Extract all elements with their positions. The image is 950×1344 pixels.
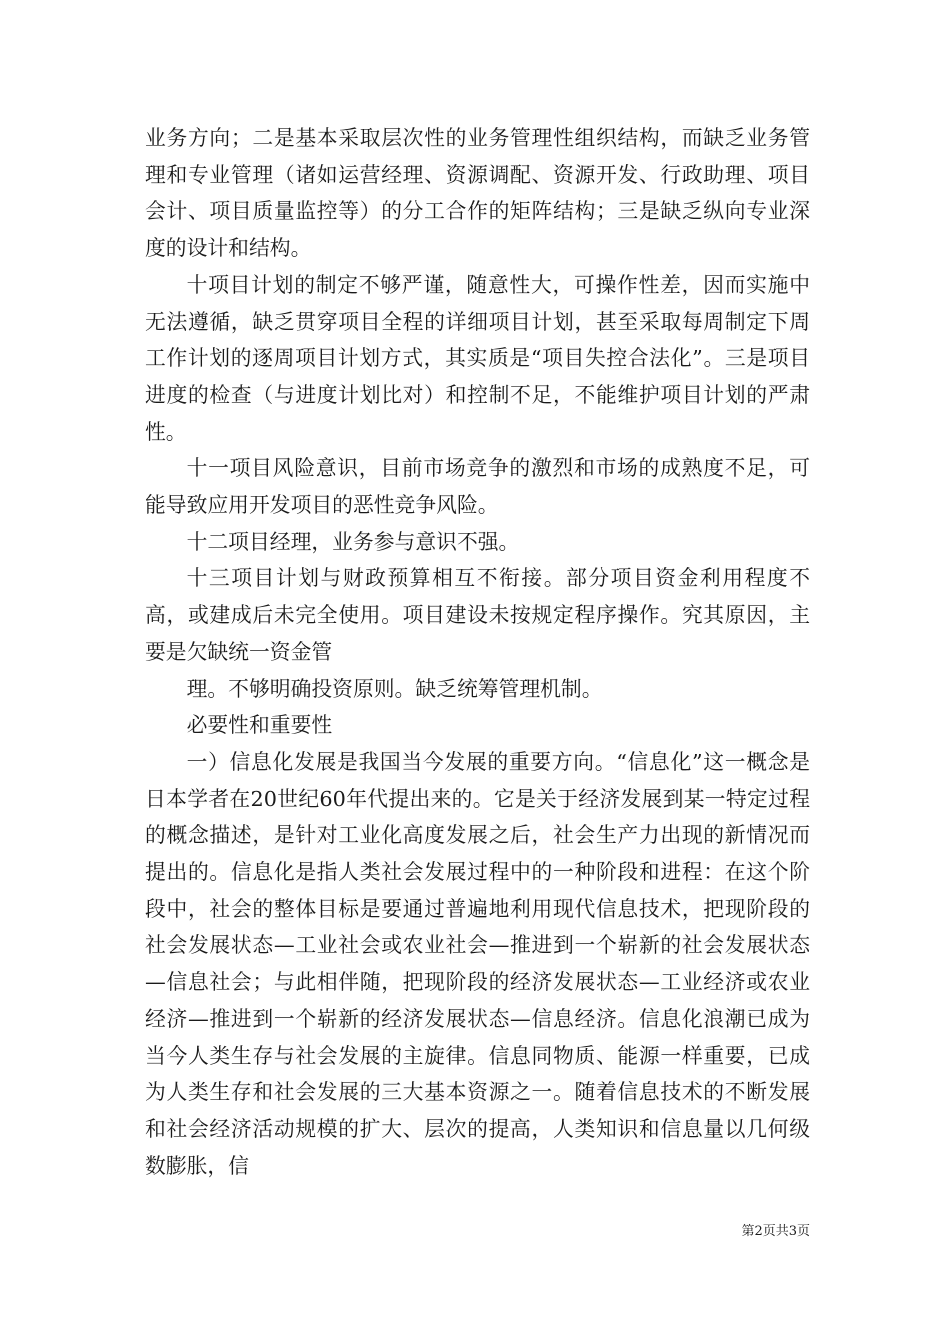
paragraph-7: 一）信息化发展是我国当今发展的重要方向。“信息化”这一概念是日本学者在20世纪60年代提出来的。它是关于经济发展到某一特定过程的概念描述，是针对工业化高度发展之后，社会生产力出现的新情况而提出的。信息化是指人类社会发展过程中的一种阶段和进程：在这个阶段中，社会的整体目标是要通过普遍地利用现代信息技术，把现阶段的社会发展状态—工业社会或农业社会—推进到一个崭新的社会发展状态—信息社会；与此相伴随，把现阶段的经济发展状态—工业经济或农业经济—推进到一个崭新的经济发展状态—信息经济。信息化浪潮已成为当今人类生存与社会发展的主旋律。信息同物质、能源一样重要，已成为人类生存和社会发展的三大基本资源之一。随着信息技术的不断发展和社会经济活动规模的扩大、层次的提高，人类知识和信息量以几何级数膨胀，信 [145, 749, 810, 1178]
paragraph-2: 十项目计划的制定不够严谨，随意性大，可操作性差，因而实施中无法遵循，缺乏贯穿项目全程的详细项目计划，甚至采取每周制定下周工作计划的逐周项目计划方式，其实质是“项目失控合法化”。三是项目进度的检查（与进度计划比对）和控制不足，不能维护项目计划的严肃性。 [145, 272, 810, 444]
paragraph-6: 理。不够明确投资原则。缺乏统筹管理机制。 [186, 676, 603, 701]
paragraph-1: 业务方向；二是基本采取层次性的业务管理性组织结构，而缺乏业务管理和专业管理（诸如运营经理、资源调配、资源开发、行政助理、项目会计、项目质量监控等）的分工合作的矩阵结构；三是缺乏纵向专业深度的设计和结构。 [145, 126, 810, 261]
paragraph-5: 十三项目计划与财政预算相互不衔接。部分项目资金利用程度不高，或建成后未完全使用。项目建设未按规定程序操作。究其原因，主要是欠缺统一资金管 [145, 566, 810, 664]
page-number-footer: 第2页共3页 [741, 1224, 810, 1239]
paragraph-3: 十一项目风险意识，目前市场竞争的激烈和市场的成熟度不足，可能导致应用开发项目的恶性竞争风险。 [145, 456, 810, 518]
paragraph-4: 十二项目经理，业务参与意识不强。 [186, 529, 520, 554]
section-heading: 必要性和重要性 [186, 713, 333, 738]
document-body [145, 120, 810, 1184]
